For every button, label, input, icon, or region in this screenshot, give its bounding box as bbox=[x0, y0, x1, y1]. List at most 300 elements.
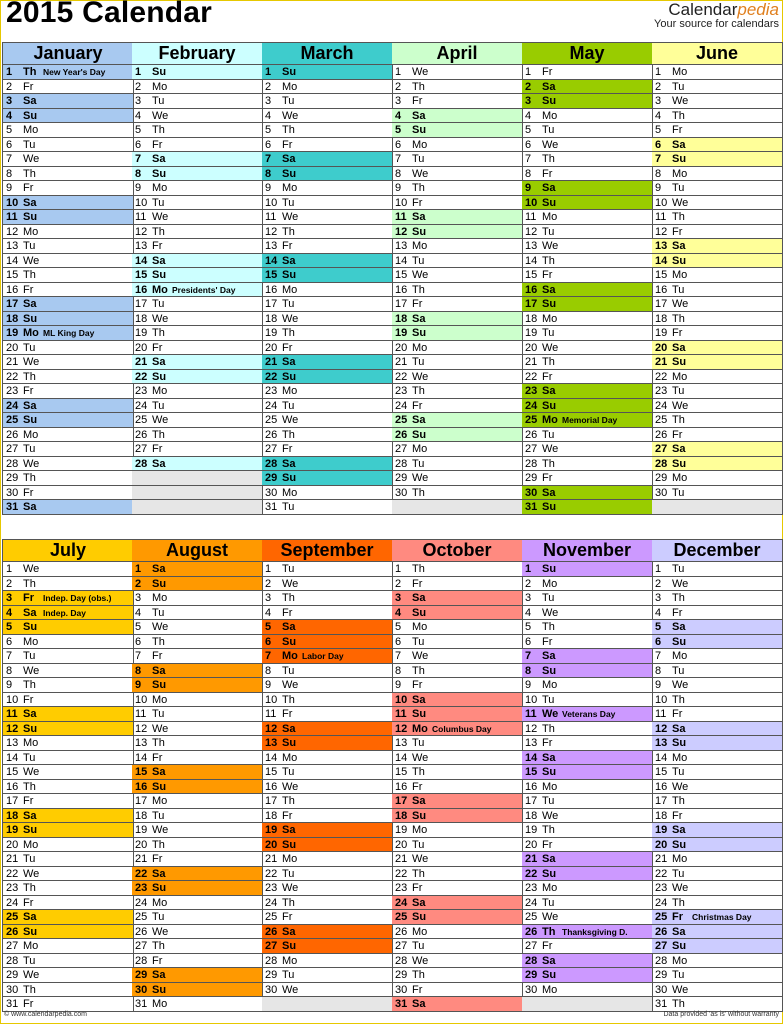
month-header: February bbox=[132, 42, 262, 65]
weekday-label: We bbox=[672, 679, 689, 691]
weekday-label: Tu bbox=[282, 95, 295, 107]
day-row bbox=[652, 751, 782, 766]
weekday-label: Sa bbox=[152, 563, 166, 575]
footer-disclaimer: Data provided 'as is' without warranty bbox=[663, 1011, 779, 1018]
weekday-label: Su bbox=[282, 635, 297, 648]
day-number: 3 bbox=[135, 95, 142, 107]
weekday-label: Su bbox=[152, 983, 167, 996]
weekday-label: Fr bbox=[542, 370, 553, 383]
day-row bbox=[262, 500, 392, 515]
day-number: 17 bbox=[395, 298, 408, 310]
day-number: 8 bbox=[265, 167, 272, 180]
day-row bbox=[522, 471, 652, 486]
day-row bbox=[3, 620, 133, 635]
weekday-label: Tu bbox=[672, 969, 685, 981]
weekday-label: We bbox=[23, 766, 40, 778]
day-number: 27 bbox=[655, 940, 668, 952]
day-number: 29 bbox=[395, 969, 408, 981]
weekday-label: Tu bbox=[152, 399, 165, 412]
day-row bbox=[262, 896, 392, 911]
weekday-label: Su bbox=[542, 399, 557, 412]
weekday-label: Fr bbox=[412, 882, 423, 894]
day-row bbox=[392, 867, 522, 882]
day-row bbox=[392, 939, 522, 954]
day-row bbox=[392, 312, 522, 327]
day-row bbox=[3, 678, 133, 693]
month-july bbox=[2, 539, 134, 1012]
day-number: 26 bbox=[525, 925, 538, 938]
day-number: 7 bbox=[135, 650, 142, 662]
weekday-label: Fr bbox=[412, 780, 423, 793]
day-number: 10 bbox=[525, 196, 538, 209]
day-row bbox=[132, 620, 262, 635]
weekday-label: Sa bbox=[152, 254, 166, 267]
day-number: 26 bbox=[6, 925, 19, 938]
weekday-label: We bbox=[672, 298, 689, 310]
weekday-label: Fr bbox=[542, 269, 553, 281]
day-row bbox=[522, 65, 652, 80]
day-row bbox=[262, 838, 392, 853]
empty-day-cell bbox=[262, 997, 392, 1012]
day-number: 14 bbox=[265, 254, 278, 267]
day-number: 12 bbox=[525, 225, 538, 238]
day-number: 9 bbox=[395, 679, 402, 691]
day-row bbox=[522, 94, 652, 109]
month-header: January bbox=[3, 42, 133, 65]
day-row bbox=[652, 823, 782, 838]
month-march bbox=[262, 42, 393, 515]
weekday-label: Sa bbox=[152, 356, 166, 368]
weekday-label: Su bbox=[672, 838, 687, 851]
day-row bbox=[262, 239, 392, 254]
weekday-label: We bbox=[152, 722, 169, 735]
day-number: 21 bbox=[395, 356, 408, 368]
day-number: 25 bbox=[525, 911, 538, 923]
weekday-label: Mo bbox=[23, 940, 39, 952]
day-row bbox=[132, 664, 262, 679]
day-number: 11 bbox=[265, 211, 277, 223]
weekday-label: Tu bbox=[282, 563, 295, 575]
weekday-label: Mo bbox=[672, 472, 688, 484]
day-row bbox=[132, 983, 262, 998]
day-row bbox=[3, 283, 133, 298]
weekday-label: We bbox=[542, 443, 559, 455]
day-row bbox=[132, 649, 262, 664]
day-number: 7 bbox=[6, 650, 13, 662]
day-row bbox=[522, 910, 652, 925]
day-number: 4 bbox=[265, 109, 272, 122]
day-row bbox=[3, 983, 133, 998]
day-number: 31 bbox=[6, 998, 19, 1010]
day-number: 11 bbox=[655, 708, 667, 720]
weekday-label: Fr bbox=[152, 853, 163, 865]
brand-logo bbox=[654, 1, 779, 30]
day-row bbox=[522, 751, 652, 766]
day-row bbox=[132, 370, 262, 385]
weekday-label: Fr bbox=[282, 911, 293, 923]
weekday-label: Mo bbox=[412, 621, 428, 633]
weekday-label: Su bbox=[542, 867, 557, 880]
day-row bbox=[262, 780, 392, 795]
day-row bbox=[132, 152, 262, 167]
weekday-label: Tu bbox=[152, 708, 165, 720]
weekday-label: Sa bbox=[282, 457, 296, 470]
holiday-label: Veterans Day bbox=[562, 709, 616, 719]
day-row bbox=[392, 736, 522, 751]
day-number: 9 bbox=[6, 679, 13, 691]
day-row bbox=[262, 693, 392, 708]
day-number: 5 bbox=[6, 124, 13, 136]
day-row bbox=[132, 736, 262, 751]
day-row bbox=[262, 939, 392, 954]
day-row bbox=[262, 297, 392, 312]
day-number: 30 bbox=[395, 983, 408, 996]
day-number: 30 bbox=[525, 486, 538, 499]
weekday-label: Su bbox=[282, 66, 297, 78]
month-header: August bbox=[132, 539, 262, 562]
day-number: 17 bbox=[655, 298, 668, 310]
day-row bbox=[522, 384, 652, 399]
day-row bbox=[3, 693, 133, 708]
weekday-label: Su bbox=[542, 969, 557, 981]
day-row bbox=[132, 181, 262, 196]
weekday-label: We bbox=[282, 414, 299, 426]
day-row bbox=[3, 968, 133, 983]
day-number: 17 bbox=[265, 298, 278, 310]
day-number: 4 bbox=[135, 606, 142, 619]
day-number: 26 bbox=[265, 925, 278, 938]
day-row bbox=[652, 384, 782, 399]
weekday-label: We bbox=[152, 109, 169, 122]
weekday-label: Th bbox=[672, 414, 685, 426]
day-number: 5 bbox=[525, 124, 532, 136]
day-row bbox=[652, 983, 782, 998]
day-row bbox=[132, 109, 262, 124]
weekday-label: Fr bbox=[412, 577, 423, 590]
day-number: 27 bbox=[525, 940, 538, 952]
weekday-label: We bbox=[542, 341, 559, 354]
day-number: 9 bbox=[395, 182, 402, 194]
day-row bbox=[392, 664, 522, 679]
day-number: 2 bbox=[525, 577, 532, 590]
day-number: 19 bbox=[525, 824, 538, 836]
day-number: 10 bbox=[655, 693, 668, 706]
weekday-label: We bbox=[23, 969, 40, 981]
day-row bbox=[522, 707, 652, 722]
weekday-label: Su bbox=[542, 196, 557, 209]
day-number: 27 bbox=[6, 940, 19, 952]
day-row bbox=[392, 954, 522, 969]
weekday-label: Tu bbox=[542, 327, 555, 339]
day-row bbox=[132, 968, 262, 983]
day-row bbox=[132, 954, 262, 969]
day-number: 4 bbox=[6, 109, 13, 122]
weekday-label: Tu bbox=[542, 896, 555, 909]
day-number: 5 bbox=[655, 124, 662, 136]
day-row bbox=[392, 196, 522, 211]
day-number: 3 bbox=[265, 95, 272, 107]
weekday-label: Mo bbox=[672, 269, 688, 281]
weekday-label: Th bbox=[23, 472, 36, 484]
day-row bbox=[392, 326, 522, 341]
day-number: 3 bbox=[6, 95, 13, 107]
day-number: 4 bbox=[265, 606, 272, 619]
weekday-label: Fr bbox=[282, 443, 293, 455]
day-number: 8 bbox=[655, 167, 662, 180]
day-row bbox=[522, 138, 652, 153]
day-number: 13 bbox=[655, 737, 668, 749]
day-number: 15 bbox=[525, 766, 538, 778]
weekday-label: We bbox=[412, 853, 429, 865]
day-number: 25 bbox=[135, 414, 148, 426]
day-number: 22 bbox=[265, 370, 278, 383]
month-april bbox=[392, 42, 523, 515]
day-number: 20 bbox=[265, 341, 278, 354]
day-row bbox=[522, 968, 652, 983]
day-number: 22 bbox=[265, 867, 278, 880]
weekday-label: Mo bbox=[282, 283, 298, 296]
day-number: 15 bbox=[395, 269, 408, 281]
day-row bbox=[652, 939, 782, 954]
day-number: 25 bbox=[395, 414, 408, 426]
day-number: 2 bbox=[525, 80, 532, 93]
weekday-label: Su bbox=[672, 737, 687, 749]
day-number: 12 bbox=[265, 722, 278, 735]
month-header: November bbox=[522, 539, 652, 562]
day-row bbox=[522, 196, 652, 211]
day-row bbox=[262, 109, 392, 124]
day-row bbox=[392, 852, 522, 867]
weekday-label: We bbox=[672, 882, 689, 894]
day-row bbox=[652, 486, 782, 501]
weekday-label: Fr bbox=[412, 196, 423, 209]
weekday-label: We bbox=[282, 780, 299, 793]
weekday-label: We bbox=[152, 312, 169, 325]
month-header: October bbox=[392, 539, 522, 562]
day-number: 22 bbox=[6, 867, 19, 880]
day-number: 5 bbox=[395, 621, 402, 633]
day-number: 27 bbox=[395, 443, 408, 455]
day-number: 22 bbox=[135, 370, 148, 383]
weekday-label: Th bbox=[23, 370, 36, 383]
day-row bbox=[392, 707, 522, 722]
day-row bbox=[522, 123, 652, 138]
weekday-label: Th bbox=[23, 269, 36, 281]
day-number: 4 bbox=[525, 109, 532, 122]
day-row bbox=[132, 997, 262, 1012]
day-number: 19 bbox=[395, 824, 408, 836]
day-row bbox=[392, 678, 522, 693]
day-number: 5 bbox=[135, 124, 142, 136]
weekday-label: Th bbox=[672, 693, 685, 706]
weekday-label: Tu bbox=[412, 254, 425, 267]
day-number: 1 bbox=[6, 563, 13, 575]
day-number: 8 bbox=[395, 167, 402, 180]
day-number: 1 bbox=[395, 563, 402, 575]
day-number: 18 bbox=[525, 809, 538, 822]
day-number: 9 bbox=[265, 182, 272, 194]
day-row bbox=[392, 355, 522, 370]
weekday-label: Su bbox=[412, 225, 427, 238]
day-number: 8 bbox=[655, 664, 662, 677]
day-number: 14 bbox=[265, 751, 278, 764]
day-row bbox=[392, 693, 522, 708]
day-row bbox=[392, 457, 522, 472]
weekday-label: Fr bbox=[23, 795, 34, 807]
day-row bbox=[3, 736, 133, 751]
day-row bbox=[3, 457, 133, 472]
weekday-label: Su bbox=[282, 737, 297, 749]
day-number: 7 bbox=[395, 650, 402, 662]
page-title: 2015 Calendar bbox=[6, 0, 213, 29]
day-row bbox=[652, 326, 782, 341]
day-row bbox=[522, 867, 652, 882]
day-row bbox=[522, 983, 652, 998]
weekday-label: Th bbox=[672, 896, 685, 909]
day-row bbox=[262, 268, 392, 283]
day-row bbox=[3, 765, 133, 780]
weekday-label: Fr bbox=[542, 737, 553, 749]
weekday-label: Su bbox=[412, 809, 427, 822]
day-number: 7 bbox=[265, 650, 272, 662]
day-number: 2 bbox=[6, 80, 13, 93]
day-number: 28 bbox=[655, 954, 668, 967]
day-row bbox=[652, 562, 782, 577]
day-row bbox=[392, 80, 522, 95]
day-number: 15 bbox=[525, 269, 538, 281]
day-row bbox=[652, 620, 782, 635]
day-row bbox=[3, 500, 133, 515]
day-number: 1 bbox=[6, 66, 13, 78]
weekday-label: Tu bbox=[672, 563, 685, 575]
day-row bbox=[392, 254, 522, 269]
day-number: 9 bbox=[135, 182, 142, 194]
weekday-label: We bbox=[542, 708, 559, 720]
weekday-label: Th bbox=[152, 428, 165, 441]
weekday-label: We bbox=[542, 138, 559, 151]
weekday-label: Sa bbox=[672, 621, 686, 633]
day-number: 24 bbox=[395, 896, 408, 909]
weekday-label: Th bbox=[542, 153, 555, 165]
day-row bbox=[3, 838, 133, 853]
weekday-label: Su bbox=[23, 621, 38, 633]
day-number: 9 bbox=[525, 679, 532, 691]
day-number: 11 bbox=[6, 211, 18, 223]
day-row bbox=[522, 765, 652, 780]
weekday-label: Su bbox=[282, 838, 297, 851]
day-row bbox=[652, 297, 782, 312]
day-row bbox=[262, 649, 392, 664]
day-number: 2 bbox=[655, 80, 662, 93]
weekday-label: Mo bbox=[542, 211, 558, 223]
day-number: 25 bbox=[525, 414, 538, 426]
weekday-label: Sa bbox=[542, 182, 556, 194]
day-row bbox=[132, 239, 262, 254]
day-number: 16 bbox=[265, 780, 278, 793]
weekday-label: Mo bbox=[542, 780, 558, 793]
day-row bbox=[652, 413, 782, 428]
day-number: 2 bbox=[395, 577, 402, 590]
day-number: 15 bbox=[395, 766, 408, 778]
day-row bbox=[3, 413, 133, 428]
day-row bbox=[262, 152, 392, 167]
day-row bbox=[132, 225, 262, 240]
month-november bbox=[522, 539, 653, 1012]
brand-tagline: Your source for calendars bbox=[654, 18, 779, 30]
day-number: 22 bbox=[395, 370, 408, 383]
weekday-label: We bbox=[23, 563, 40, 575]
day-row bbox=[262, 225, 392, 240]
weekday-label: Fr bbox=[542, 167, 553, 180]
day-row bbox=[392, 751, 522, 766]
weekday-label: Th bbox=[152, 838, 165, 851]
day-number: 1 bbox=[655, 563, 662, 575]
day-number: 10 bbox=[525, 693, 538, 706]
weekday-label: Fr bbox=[412, 983, 423, 996]
weekday-label: Tu bbox=[152, 606, 165, 619]
day-row bbox=[522, 210, 652, 225]
weekday-label: Su bbox=[152, 577, 167, 590]
day-number: 16 bbox=[135, 283, 148, 296]
day-row bbox=[3, 577, 133, 592]
day-number: 29 bbox=[135, 969, 148, 981]
weekday-label: Mo bbox=[542, 414, 558, 426]
day-number: 21 bbox=[135, 853, 148, 865]
day-number: 30 bbox=[6, 983, 19, 996]
day-row bbox=[392, 370, 522, 385]
day-number: 6 bbox=[395, 138, 402, 151]
weekday-label: Su bbox=[152, 370, 167, 383]
day-number: 25 bbox=[265, 911, 278, 923]
weekday-label: Su bbox=[152, 679, 167, 691]
weekday-label: Mo bbox=[672, 954, 688, 967]
day-row bbox=[522, 152, 652, 167]
day-number: 17 bbox=[135, 298, 148, 310]
day-row bbox=[3, 152, 133, 167]
day-number: 4 bbox=[395, 109, 402, 122]
weekday-label: Tu bbox=[152, 196, 165, 209]
day-number: 9 bbox=[6, 182, 13, 194]
day-number: 23 bbox=[6, 882, 19, 894]
weekday-label: Mo bbox=[282, 486, 298, 499]
day-number: 19 bbox=[265, 824, 278, 836]
day-number: 14 bbox=[525, 254, 538, 267]
day-number: 24 bbox=[135, 896, 148, 909]
day-row bbox=[132, 939, 262, 954]
day-row bbox=[392, 635, 522, 650]
weekday-label: Sa bbox=[542, 853, 556, 865]
day-number: 4 bbox=[525, 606, 532, 619]
holiday-label: Columbus Day bbox=[432, 723, 492, 734]
day-number: 1 bbox=[655, 66, 662, 78]
weekday-label: Tu bbox=[282, 969, 295, 981]
weekday-label: Sa bbox=[23, 606, 37, 619]
day-number: 10 bbox=[655, 196, 668, 209]
day-row bbox=[652, 442, 782, 457]
day-row bbox=[522, 268, 652, 283]
day-number: 24 bbox=[6, 399, 19, 412]
day-number: 3 bbox=[6, 592, 13, 604]
day-row bbox=[652, 881, 782, 896]
weekday-label: We bbox=[412, 650, 429, 662]
day-row bbox=[262, 983, 392, 998]
day-row bbox=[132, 910, 262, 925]
weekday-label: Mo bbox=[282, 385, 298, 397]
day-number: 21 bbox=[525, 853, 538, 865]
day-number: 31 bbox=[655, 998, 668, 1010]
weekday-label: Su bbox=[542, 298, 557, 310]
day-row bbox=[522, 939, 652, 954]
